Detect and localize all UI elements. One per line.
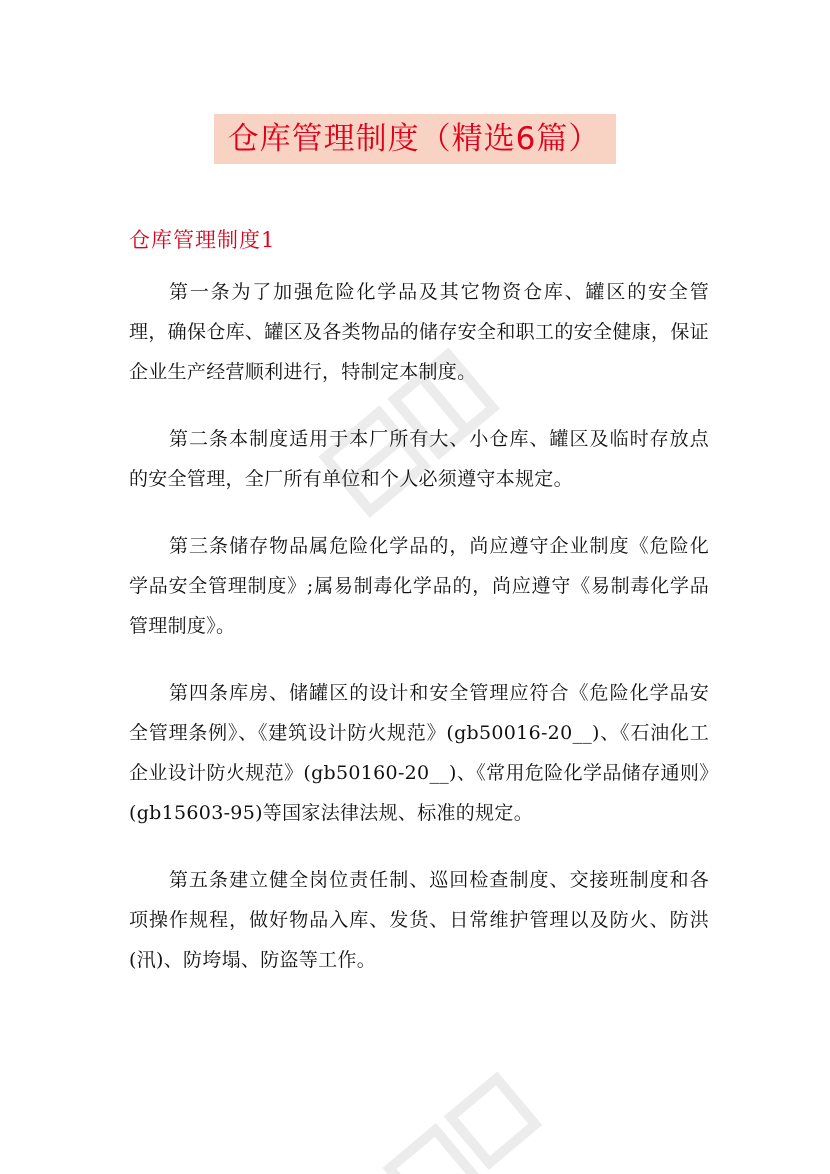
section-heading: 仓库管理制度1 [129, 228, 276, 252]
watermark-corner-icon [360, 1040, 580, 1174]
document-title: 仓库管理制度（精选6篇） [214, 114, 617, 164]
article-1: 第一条为了加强危险化学品及其它物资仓库、罐区的安全管理，确保仓库、罐区及各类物品的储存安全和职工的安全健康，保证企业生产经营顺利进行，特制定本制度。 [129, 281, 709, 383]
article-5: 第五条建立健全岗位责任制、巡回检查制度、交接班制度和各项操作规程，做好物品入库、发货、日常维护管理以及防火、防洪(汛)、防垮塌、防盗等工作。 [129, 869, 709, 971]
title-area [0, 114, 830, 164]
article-list [129, 272, 709, 1007]
article-3: 第三条储存物品属危险化学品的，尚应遵守企业制度《危险化学品安全管理制度》;属易制毒化学品的，尚应遵守《易制毒化学品管理制度》。 [129, 535, 709, 637]
article-4: 第四条库房、储罐区的设计和安全管理应符合《危险化学品安全管理条例》、《建筑设计防火规范》(gb50016-20__)、《石油化工企业设计防火规范》(gb50160-20__)、《常用危险化学品储存通则》(gb15603-95)等国家法律法规、标准的规定。 [129, 682, 709, 824]
article-2: 第二条本制度适用于本厂所有大、小仓库、罐区及临时存放点的安全管理，全厂所有单位和个人必须遵守本规定。 [129, 428, 709, 490]
